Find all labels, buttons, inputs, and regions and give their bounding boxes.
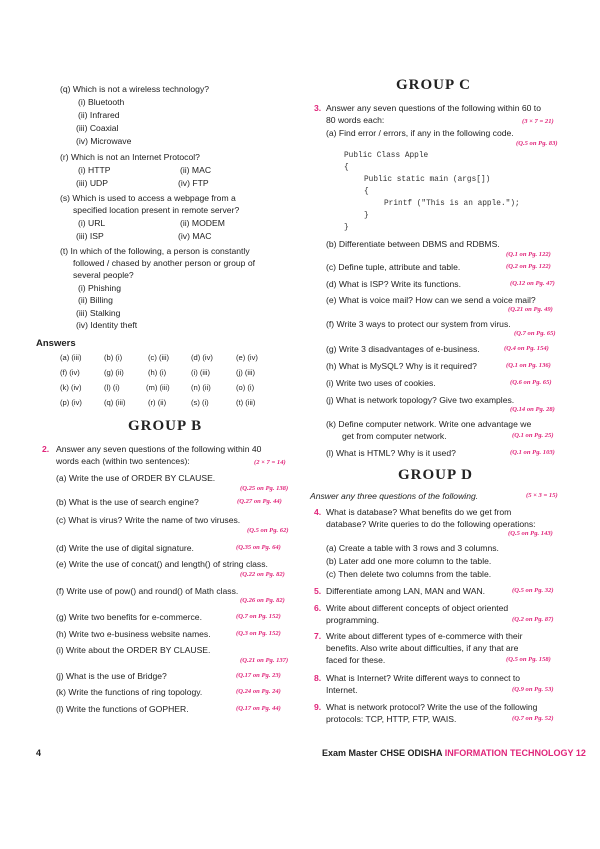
- option: (i) URL: [78, 218, 106, 228]
- code-line: Printf ("This is an apple.");: [384, 200, 520, 208]
- question-7-line3: faced for these.: [326, 655, 386, 665]
- answer-cell: (i) (iii): [191, 368, 210, 377]
- sub-item: (a) Create a table with 3 rows and 3 columns.: [326, 543, 499, 553]
- reference: (Q.4 on Pg. 154): [504, 345, 549, 352]
- reference: (Q.35 on Pg. 64): [236, 544, 281, 551]
- reference: (Q.3 on Pg. 152): [236, 630, 281, 637]
- question-item-line2: get from computer network.: [342, 431, 447, 441]
- option: (iv) Identity theft: [76, 320, 138, 330]
- answer-cell: (k) (iv): [60, 383, 82, 392]
- question-item: (h) Write two e-business website names.: [56, 629, 211, 639]
- question-6: Write about different concepts of object oriented: [326, 603, 509, 613]
- group-d-intro: Answer any three questions of the following.: [310, 491, 479, 501]
- marks: (5 × 3 = 15): [526, 492, 558, 499]
- option: (ii) Infrared: [78, 110, 120, 120]
- question-item: (g) Write two benefits for e-commerce.: [56, 612, 202, 622]
- question-number: 9.: [314, 702, 322, 712]
- question-4: What is database? What benefits do we get from: [326, 507, 512, 517]
- reference: (Q.2 on Pg. 87): [512, 616, 554, 623]
- question-7-line2: benefits. Also write about difficulties, if any that are: [326, 643, 519, 653]
- code-line: Public Class Apple: [344, 152, 429, 160]
- option: (iii) Stalking: [76, 308, 121, 318]
- answer-cell: (f) (iv): [60, 368, 80, 377]
- reference: (Q.21 on Pg. 49): [508, 306, 553, 313]
- footer-title: [322, 748, 586, 758]
- reference: (Q.5 on Pg. 143): [508, 530, 553, 537]
- reference: (Q.7 on Pg. 65): [514, 330, 556, 337]
- reference: (Q.7 on Pg. 52): [512, 715, 554, 722]
- option: (iv) Microwave: [76, 136, 132, 146]
- reference: (Q.5 on Pg. 158): [506, 656, 551, 663]
- reference: (Q.14 on Pg. 28): [510, 406, 555, 413]
- group-b-intro: Answer any seven questions of the following within 40: [56, 444, 262, 454]
- reference: (Q.5 on Pg. 83): [516, 140, 558, 147]
- question-8: What is Internet? Write different ways to connect to: [326, 673, 521, 683]
- question-item: (j) What is the use of Bridge?: [56, 671, 167, 681]
- question-8-line2: Internet.: [326, 685, 358, 695]
- code-line: {: [364, 188, 369, 196]
- marks: (2 × 7 = 14): [254, 459, 286, 466]
- marks: (3 × 7 = 21): [522, 118, 554, 125]
- question-item: (b) What is the use of search engine?: [56, 497, 199, 507]
- reference: (Q.21 on Pg. 137): [240, 657, 289, 664]
- group-b-intro-line2: words each (within two sentences):: [56, 456, 190, 466]
- footer-brand: Exam Master CHSE ODISHA: [322, 748, 443, 758]
- option: (i) Bluetooth: [78, 97, 125, 107]
- question-item: (g) Write 3 disadvantages of e-business.: [326, 344, 480, 354]
- reference: (Q.1 on Pg. 122): [506, 251, 551, 258]
- group-c-title: GROUP C: [396, 77, 471, 93]
- question-9-line2: protocols: TCP, HTTP, FTP, WAIS.: [326, 714, 457, 724]
- question-item: (c) What is virus? Write the name of two viruses.: [56, 515, 241, 525]
- question-q: (q) Which is not a wireless technology?: [60, 84, 210, 94]
- sub-item: (b) Later add one more column to the table.: [326, 556, 492, 566]
- group-c-intro-line2: 80 words each:: [326, 115, 385, 125]
- reference: (Q.5 on Pg. 62): [247, 527, 289, 534]
- question-r: (r) Which is not an Internet Protocol?: [60, 152, 200, 162]
- question-item: (k) Define computer network. Write one advantage we: [326, 419, 532, 429]
- question-item: (j) What is network topology? Give two examples.: [326, 395, 515, 405]
- option: (iii) UDP: [76, 178, 108, 188]
- group-d-title: GROUP D: [398, 467, 473, 483]
- reference: (Q.6 on Pg. 65): [510, 379, 552, 386]
- answer-cell: (o) (i): [236, 383, 255, 392]
- option: (iii) Coaxial: [76, 123, 119, 133]
- answer-cell: (m) (iii): [146, 383, 170, 392]
- answer-cell: (q) (iii): [104, 398, 126, 407]
- question-item: (c) Define tuple, attribute and table.: [326, 262, 461, 272]
- question-number: 8.: [314, 673, 322, 683]
- question-s: (s) Which is used to access a webpage from a: [60, 193, 236, 203]
- code-line: }: [364, 212, 369, 220]
- answer-cell: (t) (iii): [236, 398, 256, 407]
- reference: (Q.22 on Pg. 82): [240, 571, 285, 578]
- code-line: {: [344, 164, 349, 172]
- question-item: (l) Write the functions of GOPHER.: [56, 704, 189, 714]
- answer-cell: (n) (ii): [191, 383, 211, 392]
- question-number: 6.: [314, 603, 322, 613]
- reference: (Q.17 on Pg. 23): [236, 672, 281, 679]
- question-t-line2: followed / chased by another person or group of: [73, 258, 256, 268]
- option: (ii) Billing: [78, 295, 113, 305]
- answer-cell: (r) (ii): [148, 398, 167, 407]
- group-c-intro: Answer any seven questions of the following within 60 to: [326, 103, 541, 113]
- reference: (Q.7 on Pg. 152): [236, 613, 281, 620]
- answer-cell: (e) (iv): [236, 353, 258, 362]
- answer-cell: (l) (i): [104, 383, 120, 392]
- question-item: (a) Find error / errors, if any in the following code.: [326, 128, 514, 138]
- question-item: (e) Write the use of concat() and length() of string class.: [56, 559, 268, 569]
- answer-cell: (j) (iii): [236, 368, 255, 377]
- code-line: Public static main (args[]): [364, 176, 491, 184]
- question-number: 5.: [314, 586, 322, 596]
- question-item: (k) Write the functions of ring topology.: [56, 687, 203, 697]
- question-9: What is network protocol? Write the use of the following: [326, 702, 538, 712]
- option: (ii) MODEM: [180, 218, 225, 228]
- reference: (Q.9 on Pg. 53): [512, 686, 554, 693]
- question-5: Differentiate among LAN, MAN and WAN.: [326, 586, 486, 596]
- sub-item: (c) Then delete two columns from the table.: [326, 569, 492, 579]
- answer-cell: (a) (iii): [60, 353, 82, 362]
- question-item: (f) Write 3 ways to protect our system from virus.: [326, 319, 511, 329]
- reference: (Q.27 on Pg. 44): [237, 498, 282, 505]
- reference: (Q.5 on Pg. 32): [512, 587, 554, 594]
- question-number: 3.: [314, 103, 322, 113]
- reference: (Q.12 on Pg. 47): [510, 280, 555, 287]
- question-t-line3: several people?: [73, 270, 134, 280]
- question-t: (t) In which of the following, a person is constantly: [60, 246, 250, 256]
- answer-cell: (s) (i): [191, 398, 209, 407]
- option: (ii) MAC: [180, 165, 212, 175]
- question-number: 2.: [42, 444, 50, 454]
- group-b-title: GROUP B: [128, 418, 203, 434]
- footer-subject: INFORMATION TECHNOLOGY 12: [444, 748, 586, 758]
- option: (iii) ISP: [76, 231, 104, 241]
- reference: (Q.26 on Pg. 82): [240, 597, 285, 604]
- question-item: (i) Write about the ORDER BY CLAUSE.: [56, 645, 211, 655]
- reference: (Q.1 on Pg. 103): [510, 449, 555, 456]
- reference: (Q.17 on Pg. 44): [236, 705, 281, 712]
- reference: (Q.25 on Pg. 138): [240, 485, 289, 492]
- code-line: }: [344, 224, 349, 232]
- question-item: (d) Write the use of digital signature.: [56, 543, 194, 553]
- answer-cell: (d) (iv): [191, 353, 213, 362]
- question-item: (d) What is ISP? Write its functions.: [326, 279, 461, 289]
- reference: (Q.24 on Pg. 24): [236, 688, 281, 695]
- answer-cell: (g) (ii): [104, 368, 124, 377]
- question-s-line2: specified location present in remote server?: [73, 205, 240, 215]
- question-7: Write about different types of e-commerce with their: [326, 631, 523, 641]
- reference: (Q.1 on Pg. 25): [512, 432, 554, 439]
- option: (i) HTTP: [78, 165, 111, 175]
- answer-cell: (p) (iv): [60, 398, 82, 407]
- option: (iv) FTP: [178, 178, 209, 188]
- question-6-line2: programming.: [326, 615, 380, 625]
- reference: (Q.2 on Pg. 122): [506, 263, 551, 270]
- option: (iv) MAC: [178, 231, 212, 241]
- answers-title: Answers: [36, 338, 76, 349]
- answer-cell: (c) (iii): [148, 353, 170, 362]
- question-item: (b) Differentiate between DBMS and RDBMS.: [326, 239, 500, 249]
- question-number: 7.: [314, 631, 322, 641]
- answer-cell: (h) (i): [148, 368, 167, 377]
- question-item: (l) What is HTML? Why is it used?: [326, 448, 456, 458]
- answer-cell: (b) (i): [104, 353, 123, 362]
- question-item: (h) What is MySQL? Why is it required?: [326, 361, 477, 371]
- reference: (Q.1 on Pg. 136): [506, 362, 551, 369]
- question-4-line2: database? Write queries to do the following operations:: [326, 519, 536, 529]
- question-item: (a) Write the use of ORDER BY CLAUSE.: [56, 473, 216, 483]
- question-number: 4.: [314, 507, 322, 517]
- question-item: (f) Write use of pow() and round() of Math class.: [56, 586, 239, 596]
- option: (i) Phishing: [78, 283, 121, 293]
- page-number: 4: [36, 748, 42, 758]
- question-item: (e) What is voice mail? How can we send a voice mail?: [326, 295, 536, 305]
- question-item: (i) Write two uses of cookies.: [326, 378, 436, 388]
